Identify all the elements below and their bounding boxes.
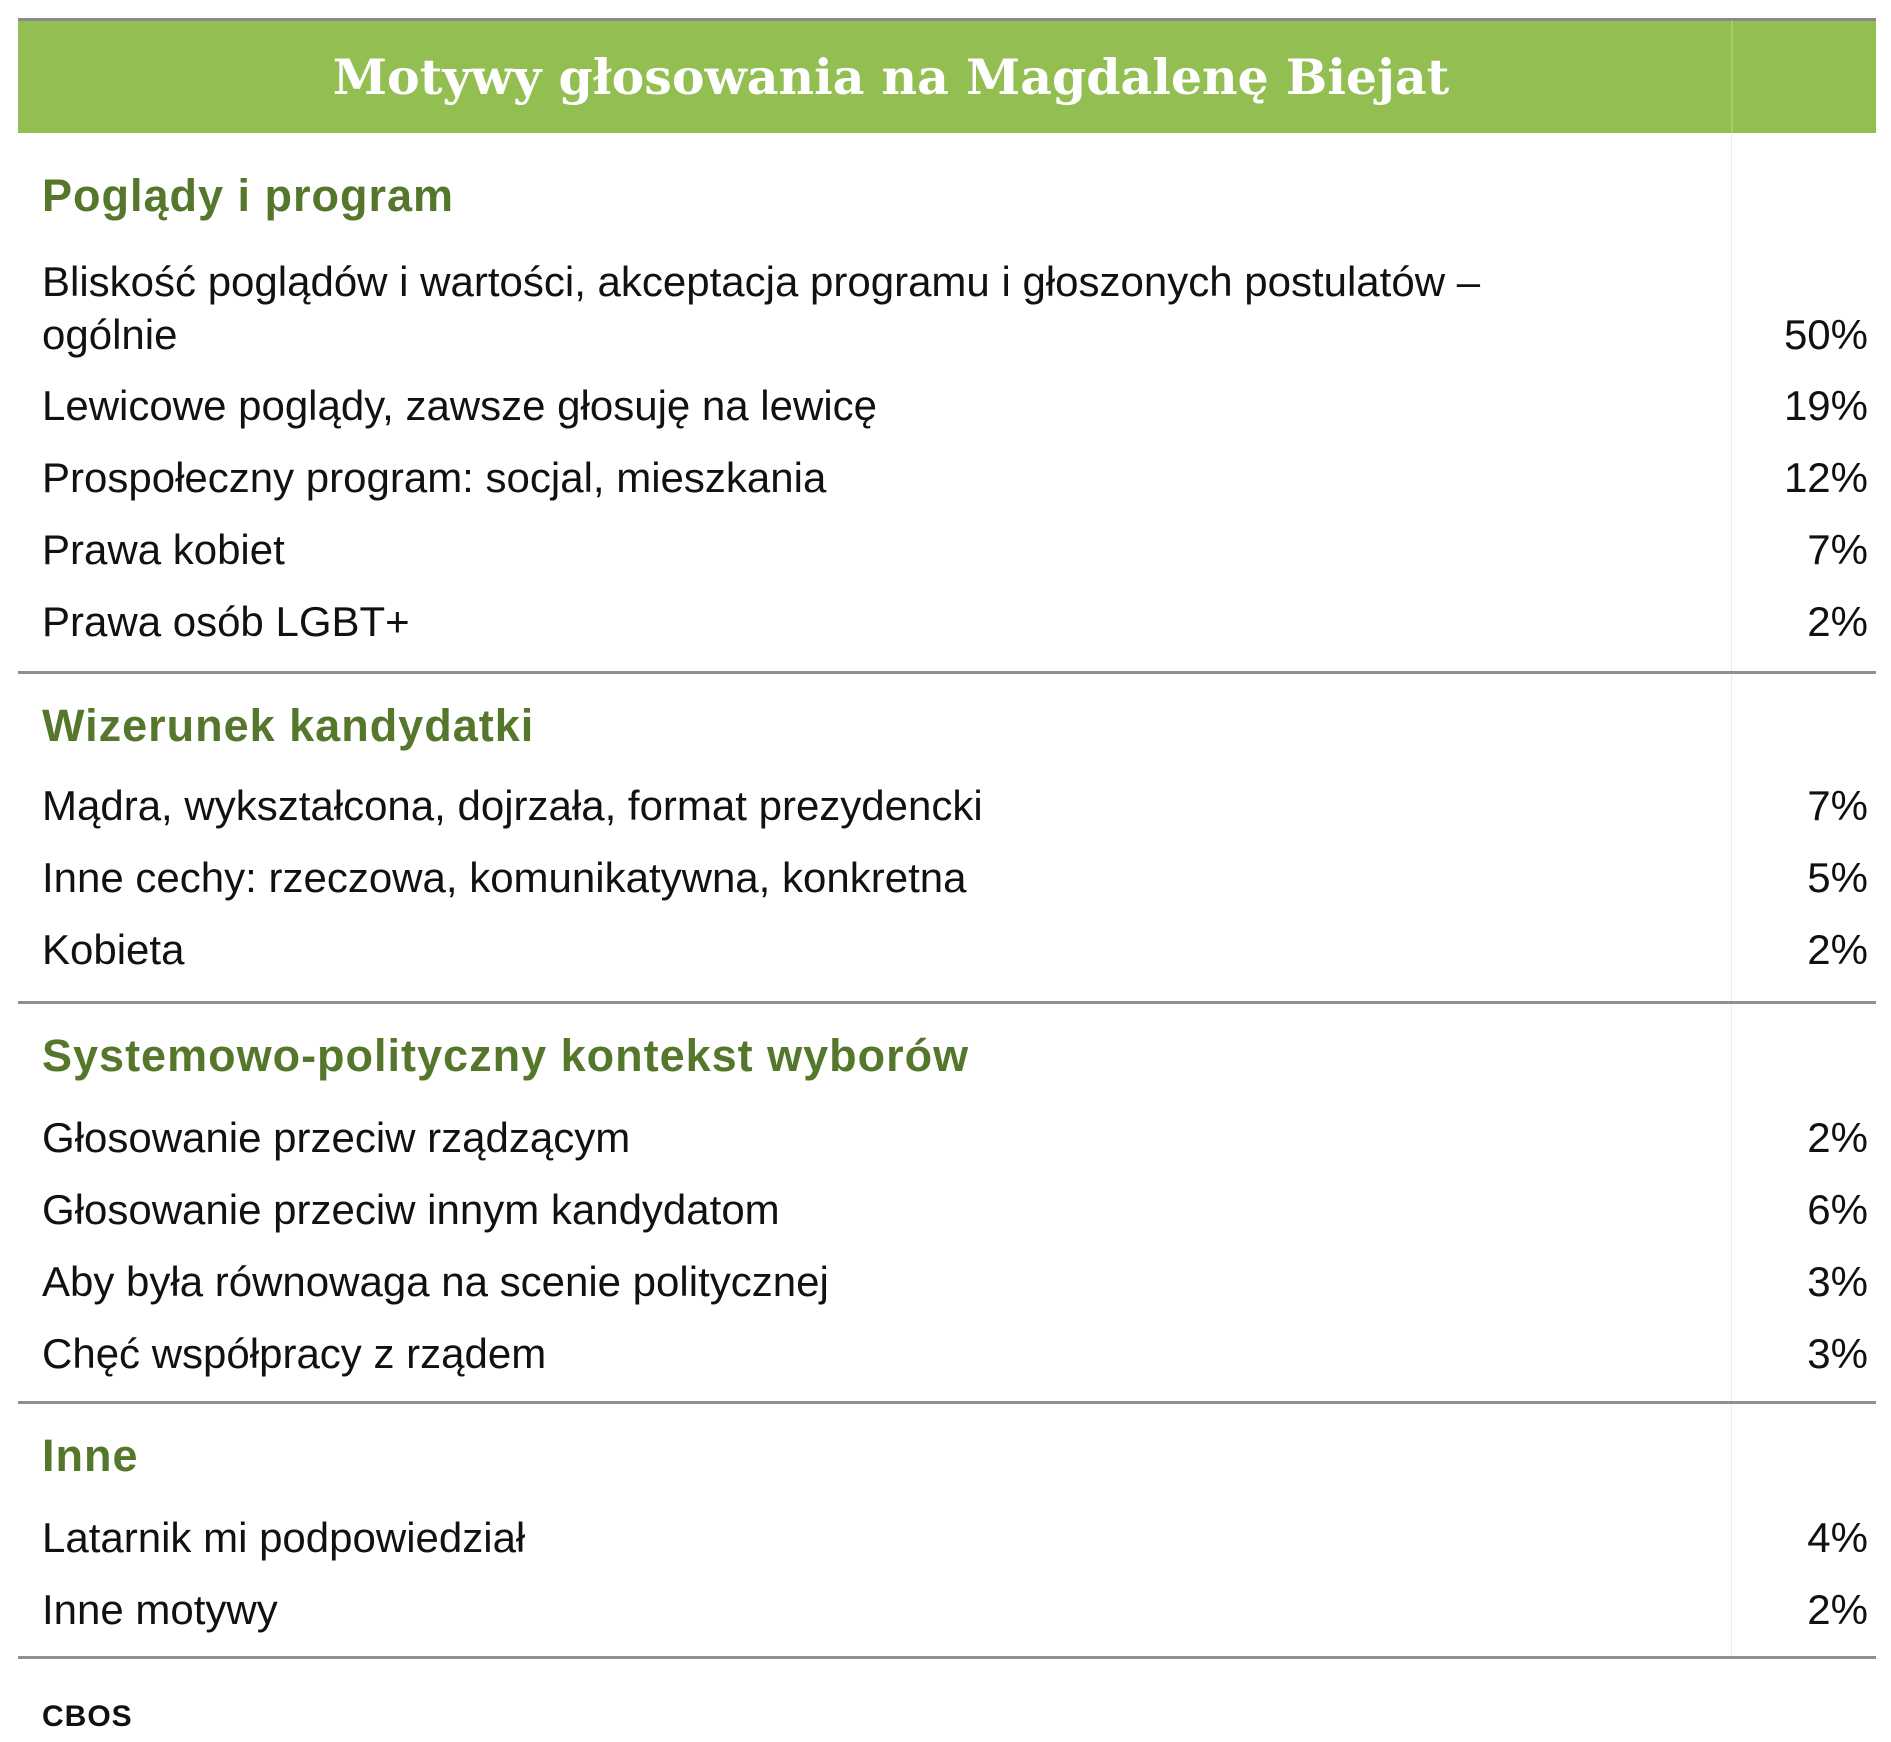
row-value: 3% xyxy=(1807,1258,1868,1305)
row-label: Inne motywy xyxy=(42,1586,278,1633)
table-row xyxy=(42,1327,1868,1380)
table-row xyxy=(42,523,1868,576)
table-row xyxy=(42,1255,1868,1308)
section-heading: Systemowo-polityczny kontekst wyborów xyxy=(42,1030,970,1081)
table-row xyxy=(42,779,1868,832)
row-label: Głosowanie przeciw innym kandydatom xyxy=(42,1186,780,1233)
row-label: Latarnik mi podpowiedział xyxy=(42,1514,526,1561)
table-row xyxy=(42,1111,1868,1164)
table-row xyxy=(42,451,1868,504)
table-row xyxy=(42,1511,1868,1564)
row-value: 7% xyxy=(1807,782,1868,829)
section-separator xyxy=(18,671,1876,674)
section-heading: Poglądy i program xyxy=(42,170,455,221)
row-label: Prawa osób LGBT+ xyxy=(42,598,410,645)
table-row xyxy=(42,595,1868,648)
row-value: 2% xyxy=(1807,598,1868,645)
section-separator xyxy=(18,1656,1876,1659)
row-label: Chęć współpracy z rządem xyxy=(42,1330,547,1377)
table-row xyxy=(42,1583,1868,1636)
table-row xyxy=(42,851,1868,904)
row-value: 4% xyxy=(1807,1514,1868,1561)
row-label: Prawa kobiet xyxy=(42,526,285,573)
source-label: CBOS xyxy=(42,1700,133,1733)
header-column-divider xyxy=(1731,21,1733,133)
row-value: 19% xyxy=(1783,382,1868,429)
table-row xyxy=(42,1183,1868,1236)
row-label: Inne cechy: rzeczowa, komunikatywna, konkretna xyxy=(42,854,967,901)
row-label: Lewicowe poglądy, zawsze głosuję na lewicę xyxy=(42,382,878,429)
table-header xyxy=(18,21,1876,133)
row-value: 12% xyxy=(1783,454,1868,501)
row-label: Prospołeczny program: socjal, mieszkania xyxy=(42,454,827,501)
table-row xyxy=(42,379,1868,432)
row-label: Głosowanie przeciw rządzącym xyxy=(42,1114,631,1161)
section-separator xyxy=(18,1001,1876,1004)
row-value: 2% xyxy=(1807,1586,1868,1633)
row-label: Kobieta xyxy=(42,926,185,973)
row-label: Aby była równowaga na scenie politycznej xyxy=(42,1258,829,1305)
table-row xyxy=(42,923,1868,976)
row-value: 2% xyxy=(1807,926,1868,973)
section-separator xyxy=(18,1401,1876,1404)
row-value: 50% xyxy=(1783,311,1868,358)
row-value: 5% xyxy=(1807,854,1868,901)
row-value: 6% xyxy=(1807,1186,1868,1233)
table-title: Motywy głosowania na Magdalenę Biejat xyxy=(332,48,1450,106)
row-value: 2% xyxy=(1807,1114,1868,1161)
row-value: 7% xyxy=(1807,526,1868,573)
section-heading: Wizerunek kandydatki xyxy=(42,700,535,751)
row-label: Mądra, wykształcona, dojrzała, format prezydencki xyxy=(42,782,983,829)
row-value: 3% xyxy=(1807,1330,1868,1377)
section-heading: Inne xyxy=(42,1430,139,1481)
row-label: Bliskość poglądów i wartości, akceptacja programu i głoszonych postulatów – ogólnie xyxy=(42,258,1481,358)
table-row xyxy=(42,255,1868,361)
